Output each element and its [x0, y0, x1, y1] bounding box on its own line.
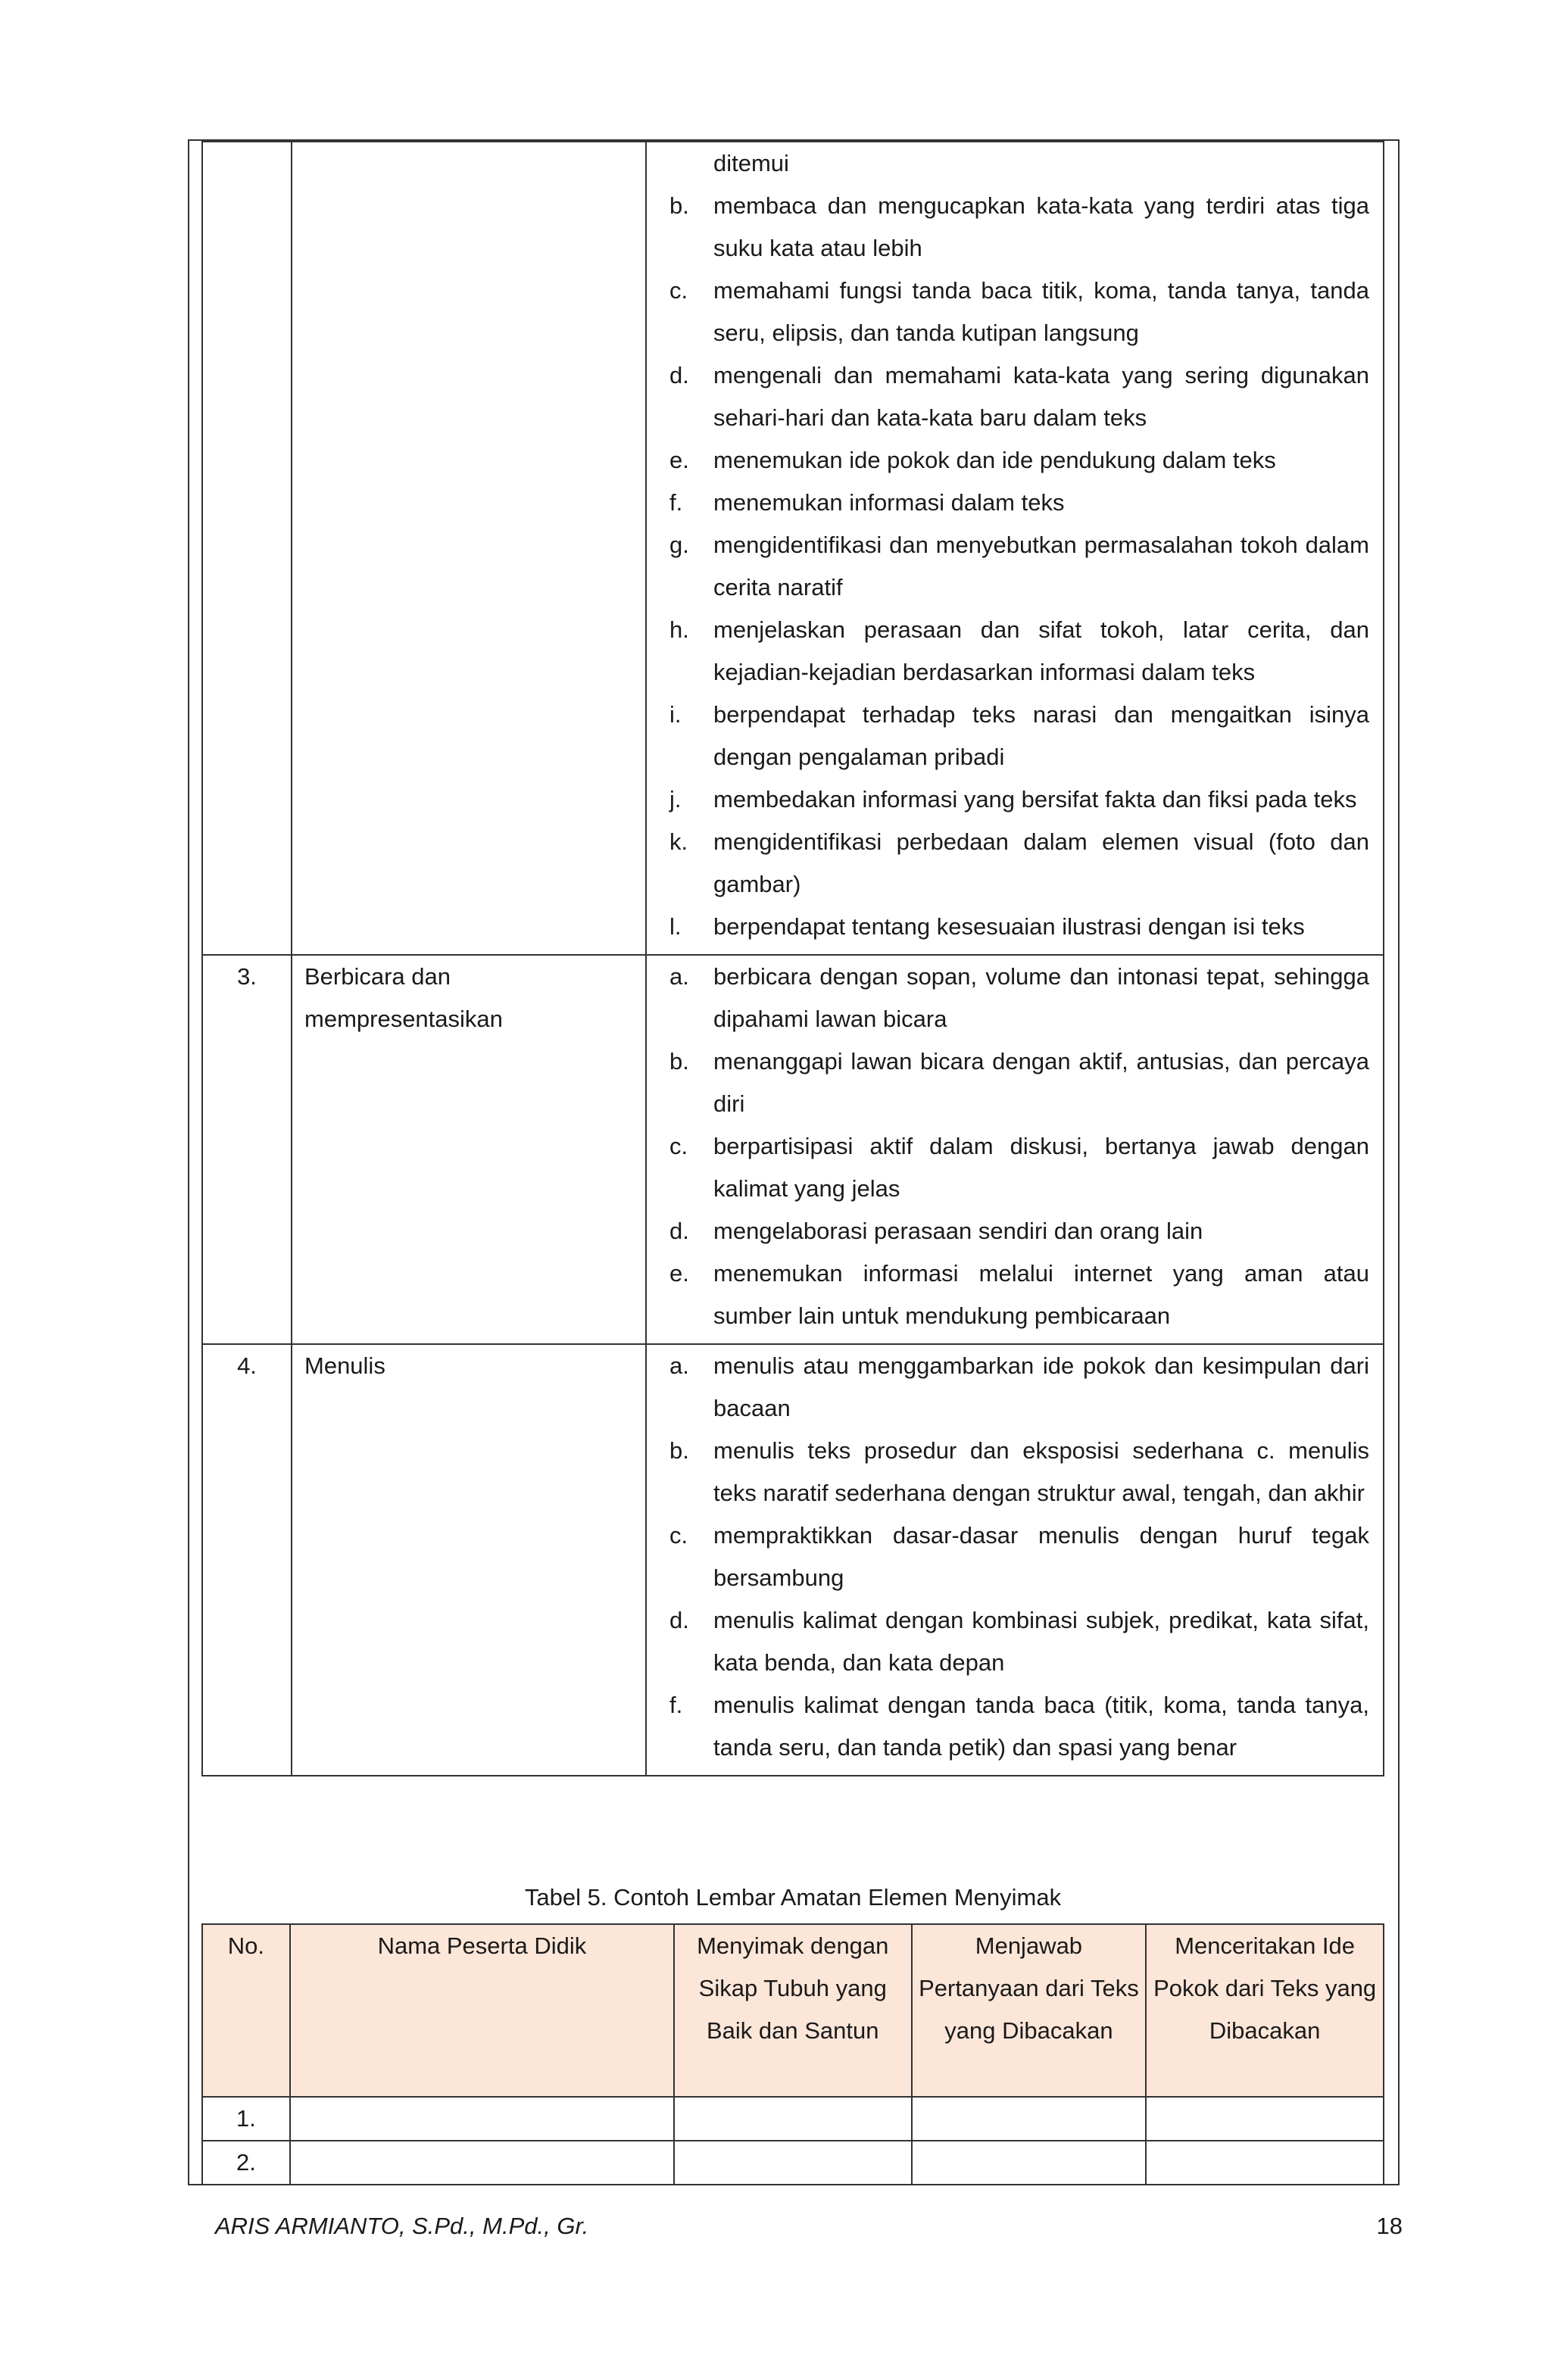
list-item-text: membaca dan mengucapkan kata-kata yang terdiri atas tiga suku kata atau lebih [713, 192, 1369, 261]
list-item [669, 524, 1369, 609]
list-item-letter: f. [669, 1692, 683, 1718]
list-item-letter: h. [669, 616, 689, 643]
table-row [202, 2141, 1384, 2185]
list-item-letter: b. [669, 1048, 689, 1075]
list-item-text: menjelaskan perasaan dan sifat tokoh, latar cerita, dan kejadian-kejadian berdasarkan informasi dalam teks [713, 616, 1369, 685]
list-item [669, 1040, 1369, 1125]
list-item-text: menemukan informasi melalui internet yang aman atau sumber lain untuk mendukung pembicaraan [713, 1260, 1369, 1329]
list-item-letter: d. [669, 362, 689, 388]
list-item [669, 956, 1369, 1040]
list-item [669, 1345, 1369, 1430]
list-item [669, 1430, 1369, 1514]
list-item-letter: c. [669, 1133, 688, 1159]
table-row [202, 2097, 1384, 2141]
list-item-letter: d. [669, 1218, 689, 1244]
list-item-text: berpendapat terhadap teks narasi dan mengaitkan isinya dengan pengalaman pribadi [713, 701, 1369, 770]
list-item [669, 1684, 1369, 1769]
header-criterion-3: Menceritakan Ide Pokok dari Teks yang Dibacakan [1146, 1924, 1384, 2097]
list-item-text: berbicara dengan sopan, volume dan intonasi tepat, sehingga dipahami lawan bicara [713, 963, 1369, 1032]
indicator-list [646, 955, 1384, 1344]
observation-sheet-table [201, 1923, 1384, 2185]
header-row [202, 1924, 1384, 2097]
list-item [669, 821, 1369, 906]
list-item [669, 906, 1369, 948]
student-name-cell[interactable] [290, 2097, 674, 2141]
indicator-list [646, 1344, 1384, 1776]
list-item [669, 439, 1369, 482]
continued-text: ditemui [713, 150, 789, 176]
header-criterion-1: Menyimak dengan Sikap Tubuh yang Baik dan Santun [674, 1924, 912, 2097]
list-item-letter: d. [669, 1607, 689, 1633]
row-number: 1. [202, 2097, 290, 2141]
row-number [202, 142, 292, 955]
row-number: 3. [202, 955, 292, 1344]
list-item-text: menulis kalimat dengan kombinasi subjek, predikat, kata sifat, kata benda, dan kata depan [713, 1607, 1369, 1676]
list-item-letter: f. [669, 489, 683, 516]
list-item-letter: e. [669, 1260, 689, 1287]
list-item-text: berpendapat tentang kesesuaian ilustrasi dengan isi teks [713, 913, 1305, 940]
list-item [669, 354, 1369, 439]
list-item [669, 1210, 1369, 1252]
score-cell[interactable] [912, 2141, 1147, 2185]
score-cell[interactable] [674, 2141, 912, 2185]
indicator-list [646, 142, 1384, 955]
list-item-letter: j. [669, 786, 682, 813]
list-item-letter: k. [669, 828, 688, 855]
list-item-letter: i. [669, 701, 682, 728]
element-name [292, 142, 646, 955]
table-row [202, 955, 1384, 1344]
header-no: No. [202, 1924, 290, 2097]
list-item-text: mengelaborasi perasaan sendiri dan orang lain [713, 1218, 1203, 1244]
header-student-name: Nama Peserta Didik [290, 1924, 674, 2097]
list-item-text: membedakan informasi yang bersifat fakta dan fiksi pada teks [713, 786, 1357, 813]
element-name: Menulis [292, 1344, 646, 1776]
list-item-text: mengenali dan memahami kata-kata yang sering digunakan sehari-hari dan kata-kata baru dalam teks [713, 362, 1369, 431]
footer-author: ARIS ARMIANTO, S.Pd., M.Pd., Gr. [215, 2213, 589, 2239]
score-cell[interactable] [674, 2097, 912, 2141]
list-item [669, 609, 1369, 694]
list-item [669, 1125, 1369, 1210]
list-item-text: menemukan informasi dalam teks [713, 489, 1065, 516]
list-item-text: menulis teks prosedur dan eksposisi sederhana c. menulis teks naratif sederhana dengan struktur awal, tengah, dan akhir [713, 1437, 1369, 1506]
learning-outcomes-table [201, 141, 1384, 1776]
list-item-text: menulis kalimat dengan tanda baca (titik, koma, tanda tanya, tanda seru, dan tanda petik) dan spasi yang benar [713, 1692, 1369, 1761]
list-item [669, 778, 1369, 821]
list-item-text: menemukan ide pokok dan ide pendukung dalam teks [713, 447, 1276, 473]
list-item [669, 482, 1369, 524]
student-name-cell[interactable] [290, 2141, 674, 2185]
list-item-text: mengidentifikasi dan menyebutkan permasalahan tokoh dalam cerita naratif [713, 532, 1369, 600]
list-item [669, 185, 1369, 270]
list-item-letter: b. [669, 192, 689, 219]
list-item-text: mengidentifikasi perbedaan dalam elemen visual (foto dan gambar) [713, 828, 1369, 897]
score-cell[interactable] [912, 2097, 1147, 2141]
list-item-text: berpartisipasi aktif dalam diskusi, bertanya jawab dengan kalimat yang jelas [713, 1133, 1369, 1202]
list-item [669, 1599, 1369, 1684]
list-item-letter: l. [669, 913, 682, 940]
list-item-letter: a. [669, 1352, 689, 1379]
list-item [669, 1252, 1369, 1337]
row-number: 4. [202, 1344, 292, 1776]
list-item-letter: e. [669, 447, 689, 473]
list-item-letter: a. [669, 963, 689, 990]
list-item-text: memahami fungsi tanda baca titik, koma, tanda tanya, tanda seru, elipsis, dan tanda kutipan langsung [713, 277, 1369, 346]
element-name: Berbicara dan mempresentasikan [292, 955, 646, 1344]
header-criterion-2: Menjawab Pertanyaan dari Teks yang Dibacakan [912, 1924, 1147, 2097]
row-number: 2. [202, 2141, 290, 2185]
table-row [202, 142, 1384, 955]
table-row [202, 1344, 1384, 1776]
list-item-text: menanggapi lawan bicara dengan aktif, antusias, dan percaya diri [713, 1048, 1369, 1117]
score-cell[interactable] [1146, 2097, 1384, 2141]
list-item-letter: c. [669, 277, 688, 304]
list-item-letter: g. [669, 532, 689, 558]
table-caption: Tabel 5. Contoh Lembar Amatan Elemen Menyimak [524, 1884, 1062, 1911]
list-item-letter: c. [669, 1522, 688, 1549]
list-item [669, 1514, 1369, 1599]
list-item-text: mempraktikkan dasar-dasar menulis dengan huruf tegak bersambung [713, 1522, 1369, 1591]
list-item [669, 270, 1369, 354]
page-number: 18 [1376, 2213, 1403, 2239]
list-item [669, 694, 1369, 778]
list-item-text: menulis atau menggambarkan ide pokok dan kesimpulan dari bacaan [713, 1352, 1369, 1421]
list-item-letter: b. [669, 1437, 689, 1464]
score-cell[interactable] [1146, 2141, 1384, 2185]
